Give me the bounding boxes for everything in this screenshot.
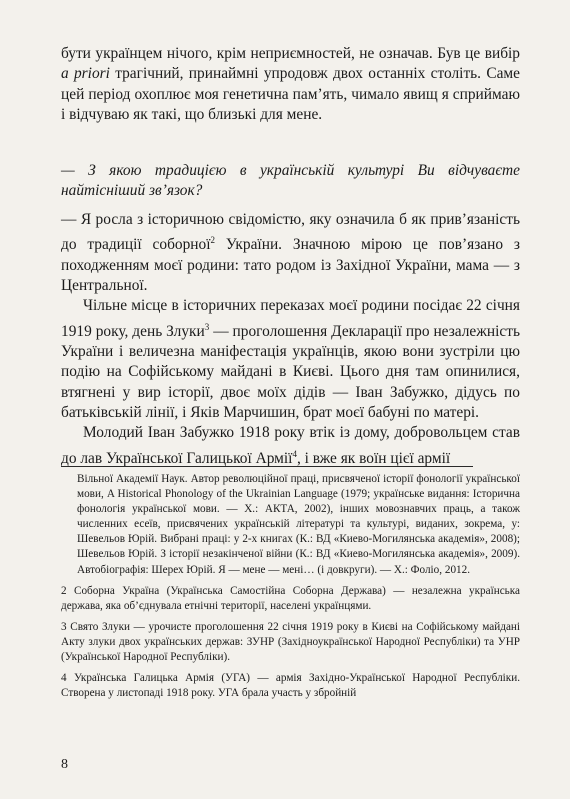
footnote-text: Соборна Україна (Українська Самостійна Соборна Держава) — незалежна українська держава, яка об’єднувала етнічні території, населені українцями. <box>61 584 520 612</box>
footnote-continuation: Вільної Академії Наук. Автор революційної праці, присвяченої історії фонології української мови, A Historical Phonology of the Ukrainian Language (1979; українське видання: Історична фонологія української мови. — Х.: АКТА, 2002), інших мовознавчих праць, а також численних есеїв, присвячених українській літературі та культурі, виданих, зокрема, у: Шевельов Юрій. Вибрані праці: у 2-х книгах (К.: ВД «Киево-Могилянська академія», 2008); Шевельов Юрій. З історії незакінченої війни (К.: ВД «Киево-Могилянська академія», 2009). Автобіографія: Шерех Юрій. Я — мене — мені… (і довкруги). — Х.: Фоліо, 2012. <box>77 473 520 576</box>
paragraph-3-text: Чільне місце в історичних переказах моєї родини посідає 22 січня 1919 року, день Злуки <box>61 297 520 340</box>
footnote-number: 2 <box>61 584 67 597</box>
main-text <box>61 44 520 125</box>
page-number: 8 <box>61 757 68 772</box>
paragraph-4 <box>61 423 520 469</box>
interview-question <box>61 161 520 202</box>
footnote-ref-4[interactable]: 4 <box>292 448 297 459</box>
footnote-number: 3 <box>61 620 67 633</box>
footnote-text: Свято Злуки — урочисте проголошення 22 січня 1919 року в Києві на Софійському майдані Акту злуки двох українських держав: ЗУНР (Західноукраїнської Народної Республіки) та УНР (Української Народної Республіки). <box>61 620 520 664</box>
footnote-ref-3[interactable]: 3 <box>204 321 210 332</box>
paragraph-4-text: Молодий Іван Забужко 1918 року втік із дому, добровольцем став до лав Української Галицької Армії <box>61 424 520 467</box>
answer-block <box>61 210 520 469</box>
paragraph-3-text-end: — проголошення Декларації про незалежність України і величезна маніфестація українців, якою вони зустріли цю подію на Софійському майдані в Києві. Цього дня там опинилися, втягнені у вир історії, двоє моїх дідів — Іван Забужко, дідусь по батьківській лінії, і Яків Марчишин, брат моєї бабуні по матері. <box>61 322 520 421</box>
footnote-2 <box>61 584 520 614</box>
footnotes <box>61 472 520 701</box>
paragraph-4-text-end: , і вже як воїн цієї армії <box>296 449 451 467</box>
footnote-3 <box>61 620 520 665</box>
footnote-divider <box>61 466 473 467</box>
footnote-ref-2[interactable]: 2 <box>210 235 216 246</box>
footnote-number: 4 <box>61 672 67 685</box>
paragraph-3 <box>61 296 520 423</box>
paragraph-2 <box>61 210 520 296</box>
footnote-4 <box>61 671 520 701</box>
paragraph-1 <box>61 44 520 125</box>
question-text: — З якою традицією в українській культурі Ви відчуваєте найтісніший зв’язок? <box>61 162 520 200</box>
paragraph-2-text: — Я росла з історичною свідомістю, яку означила б як прив’язаність до традиції соборної <box>61 211 520 254</box>
footnote-text: Українська Галицька Армія (УГА) — армія Західно-Української Народної Республіки. Створена у листопаді 1918 року. УГА брала участь у збройній <box>61 672 520 700</box>
a-priori-italic: a priori <box>61 65 110 83</box>
paragraph-1-text: бути українцем нічого, крім неприємностей, не означав. Був це вибір <box>61 45 520 62</box>
paragraph-2-text-end: України. Значною мірою це пов’язано з походженням моєї родини: тато родом із Західної України, мама — з Центральної. <box>61 236 520 295</box>
paragraph-1-text-end: трагічний, принаймні упродовж двох останніх століть. Саме цей період охоплює моя генетична пам’ять, чимало явищ я сприймаю і відчуваю як такі, що близькі для мене. <box>61 65 520 123</box>
